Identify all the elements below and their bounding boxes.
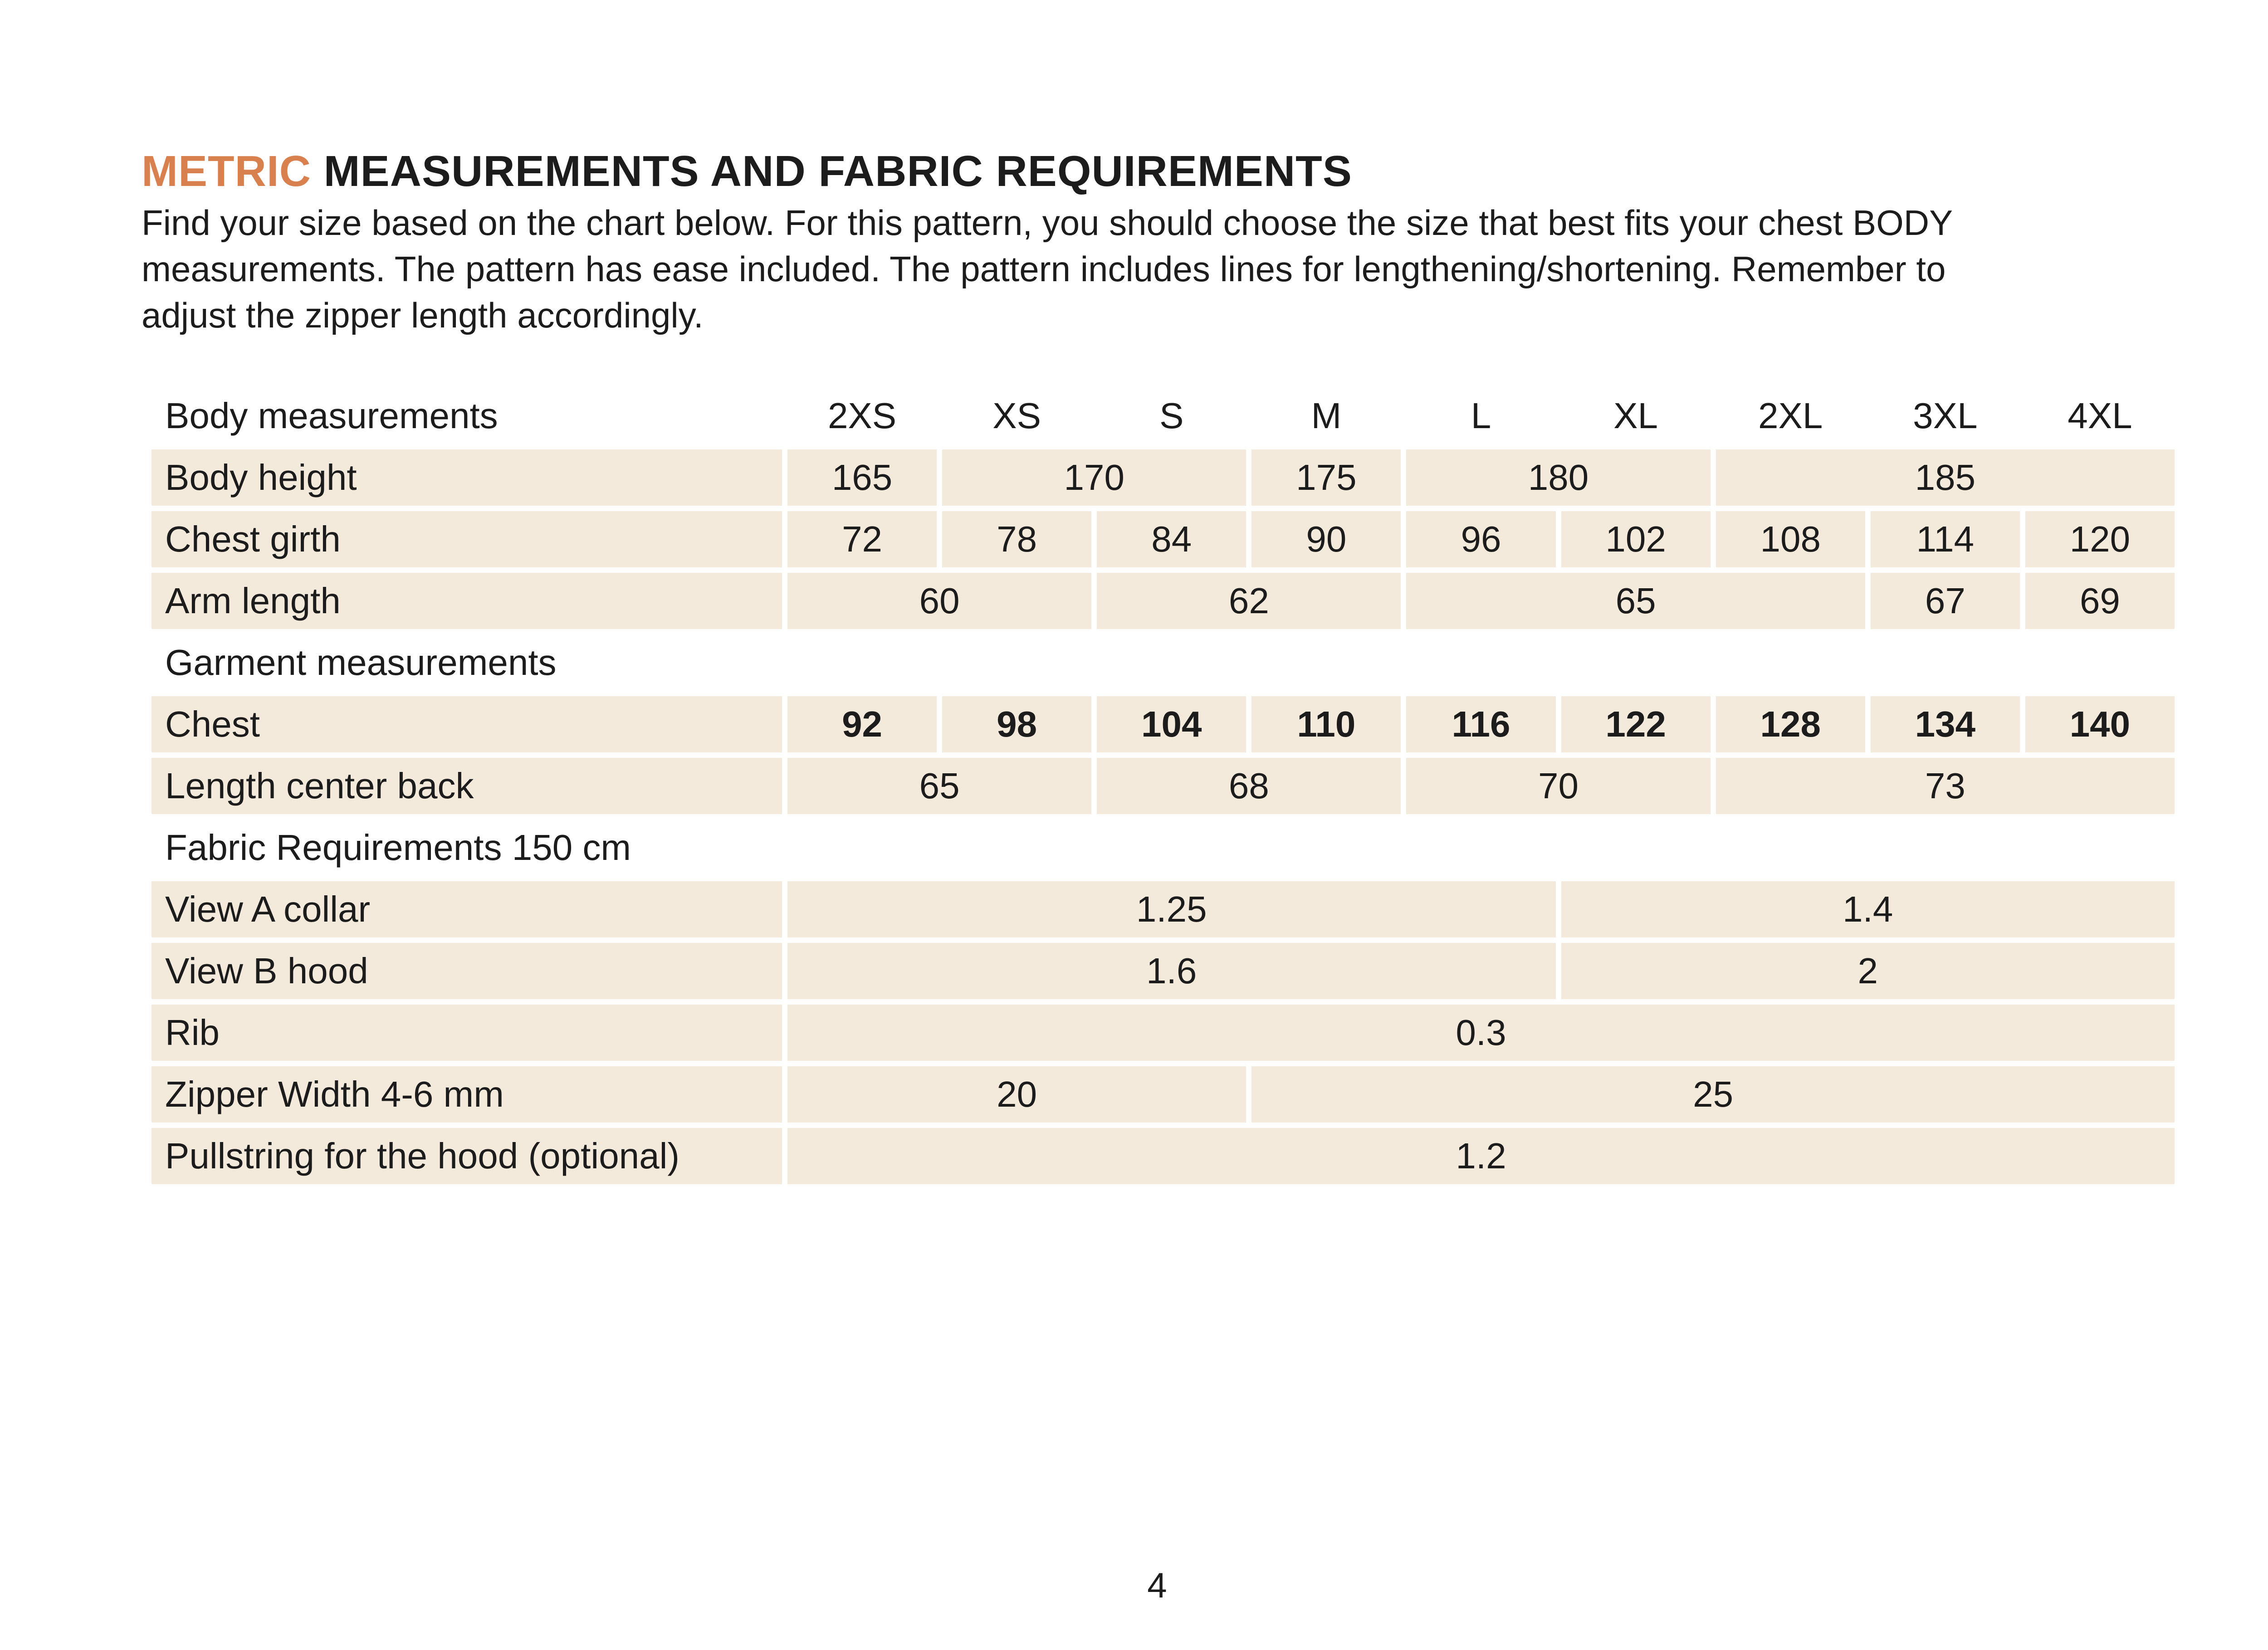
table-cell: 20 <box>787 1066 1246 1123</box>
table-cell: 140 <box>2025 696 2175 752</box>
table-row-length-center-back <box>152 758 2175 814</box>
row-label: Body height <box>152 449 782 506</box>
table-row-body-height <box>152 449 2175 506</box>
table-cell: 2 <box>1561 943 2175 999</box>
row-label: Pullstring for the hood (optional) <box>152 1128 782 1184</box>
table-cell: 67 <box>1871 573 2020 629</box>
page-number: 4 <box>1147 1565 1167 1605</box>
table-cell: 68 <box>1097 758 1401 814</box>
page-title <box>142 144 1352 199</box>
size-header: M <box>1311 395 1342 436</box>
table-row-view-b-hood <box>152 943 2175 999</box>
table-cell: 175 <box>1251 449 1401 506</box>
table-row-rib <box>152 1005 2175 1061</box>
table-cell: 122 <box>1561 696 1711 752</box>
section-row-fabric <box>152 820 2175 876</box>
table-cell: 60 <box>787 573 1091 629</box>
section-heading-body: Body measurements <box>165 395 498 436</box>
table-row-view-a-collar <box>152 881 2175 937</box>
title-main: MEASUREMENTS AND FABRIC REQUIREMENTS <box>323 147 1352 195</box>
table-cell: 116 <box>1406 696 1555 752</box>
table-cell: 70 <box>1406 758 1710 814</box>
row-label: Arm length <box>152 573 782 629</box>
table-cell: 73 <box>1716 758 2175 814</box>
intro-line-3: adjust the zipper length accordingly. <box>142 295 704 335</box>
size-header: XL <box>1613 395 1658 436</box>
table-row-chest <box>152 696 2175 752</box>
table-cell: 110 <box>1251 696 1401 752</box>
table-cell: 72 <box>787 511 937 567</box>
size-header: 4XL <box>2068 395 2132 436</box>
table-cell: 120 <box>2025 511 2175 567</box>
table-cell: 92 <box>787 696 937 752</box>
row-label: Length center back <box>152 758 782 814</box>
table-cell: 78 <box>942 511 1091 567</box>
table-cell: 1.2 <box>787 1128 2175 1184</box>
size-header: L <box>1471 395 1491 436</box>
row-label: View B hood <box>152 943 782 999</box>
table-cell: 0.3 <box>787 1005 2175 1061</box>
table-cell: 1.6 <box>787 943 1556 999</box>
section-heading-fabric: Fabric Requirements 150 cm <box>165 827 631 868</box>
table-cell: 65 <box>1406 573 1865 629</box>
table-cell: 104 <box>1097 696 1246 752</box>
section-row-garment <box>152 635 2175 691</box>
table-cell: 90 <box>1251 511 1401 567</box>
row-label: Chest girth <box>152 511 782 567</box>
table-row-zipper-width <box>152 1066 2175 1123</box>
table-cell: 84 <box>1097 511 1246 567</box>
table-cell: 108 <box>1716 511 1865 567</box>
table-cell: 1.4 <box>1561 881 2175 937</box>
intro-paragraph <box>142 200 2192 338</box>
table-cell: 62 <box>1097 573 1401 629</box>
table-cell: 65 <box>787 758 1091 814</box>
table-cell: 102 <box>1561 511 1711 567</box>
size-chart-table <box>146 382 2180 1190</box>
intro-line-2: measurements. The pattern has ease included. The pattern includes lines for lengthening/shortening. Remember to <box>142 249 1946 289</box>
table-cell: 180 <box>1406 449 1710 506</box>
table-row-chest-girth <box>152 511 2175 567</box>
table-cell: 25 <box>1251 1066 2175 1123</box>
row-label: View A collar <box>152 881 782 937</box>
size-header: 2XS <box>827 395 897 436</box>
intro-line-1: Find your size based on the chart below. For this pattern, you should choose the size that best fits your chest BODY <box>142 203 1953 243</box>
table-cell: 98 <box>942 696 1091 752</box>
size-header: XS <box>992 395 1041 436</box>
table-cell: 128 <box>1716 696 1865 752</box>
table-cell: 96 <box>1406 511 1555 567</box>
size-header: S <box>1159 395 1184 436</box>
size-header: 2XL <box>1758 395 1823 436</box>
table-cell: 170 <box>942 449 1246 506</box>
section-heading-garment: Garment measurements <box>165 642 557 683</box>
row-label: Chest <box>152 696 782 752</box>
title-accent: METRIC <box>142 147 311 195</box>
table-cell: 185 <box>1716 449 2175 506</box>
table-row-pullstring <box>152 1128 2175 1184</box>
row-label: Rib <box>152 1005 782 1061</box>
table-row-arm-length <box>152 573 2175 629</box>
table-cell: 134 <box>1871 696 2020 752</box>
table-cell: 165 <box>787 449 937 506</box>
row-label: Zipper Width 4-6 mm <box>152 1066 782 1123</box>
size-header-row <box>152 388 2175 444</box>
table-cell: 69 <box>2025 573 2175 629</box>
size-header: 3XL <box>1913 395 1978 436</box>
table-cell: 114 <box>1871 511 2020 567</box>
table-cell: 1.25 <box>787 881 1556 937</box>
